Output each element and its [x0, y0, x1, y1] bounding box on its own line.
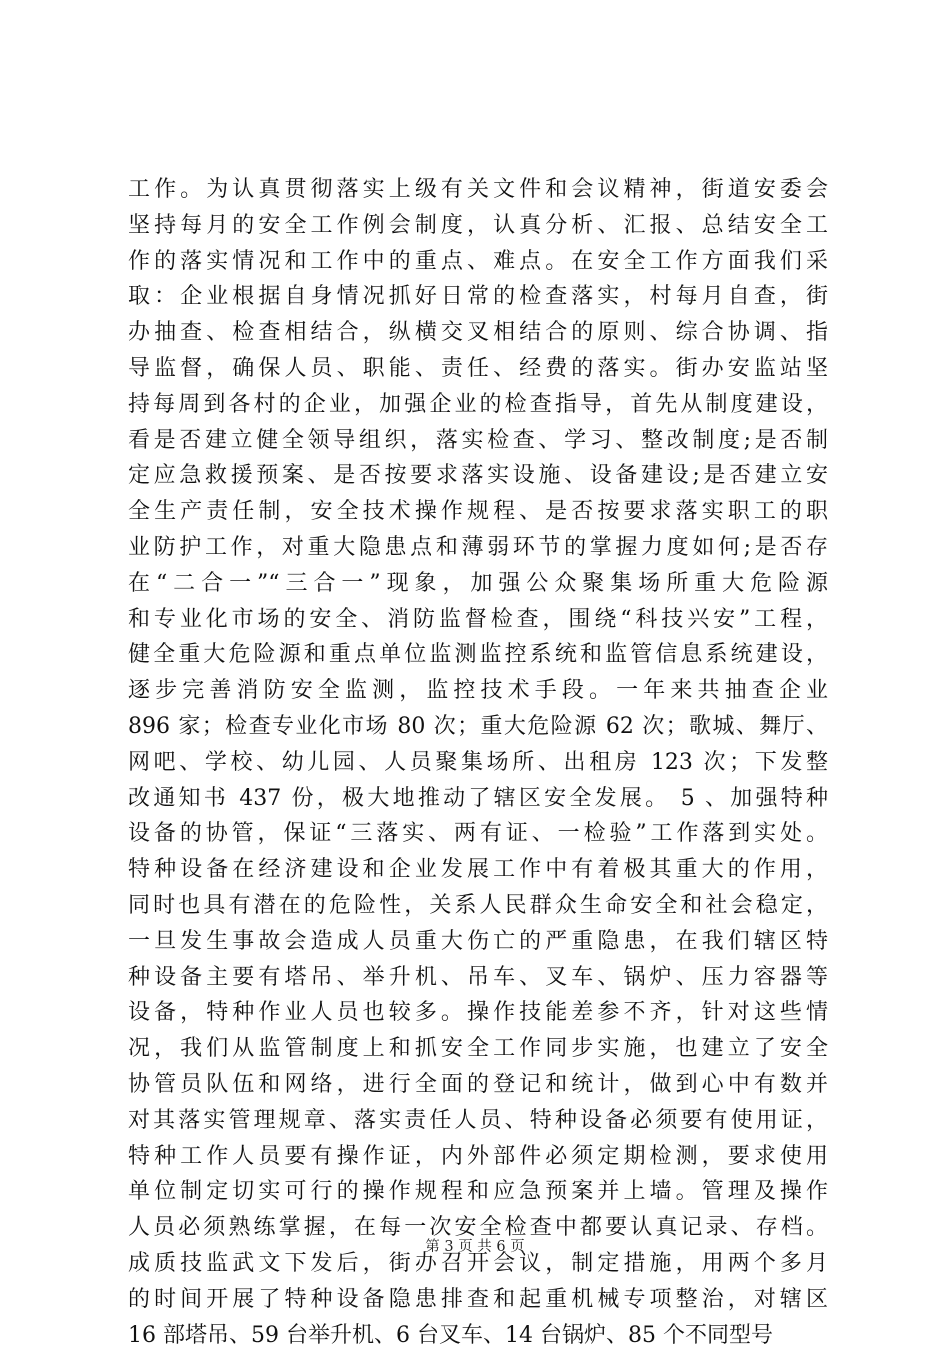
text-line: 作的落实情况和工作中的重点、难点。在安全工作方面我们采: [128, 244, 828, 280]
text-line: 同时也具有潜在的危险性，关系人民群众生命安全和社会稳定，: [128, 888, 828, 924]
text-line: 特种工作人员要有操作证，内外部件必须定期检测，要求使用: [128, 1139, 828, 1175]
text-line: 成质技监武文下发后，街办召开会议，制定措施，用两个多月: [128, 1246, 828, 1282]
text-line: 单位制定切实可行的操作规程和应急预案并上墙。管理及操作: [128, 1174, 828, 1210]
text-line: 健全重大危险源和重点单位监测监控系统和监管信息系统建设，: [128, 637, 828, 673]
text-line: 看是否建立健全领导组织，落实检查、学习、整改制度;是否制: [128, 423, 828, 459]
text-line: 网吧、学校、幼儿园、人员聚集场所、出租房 123 次；下发整: [128, 745, 828, 781]
text-line: 逐步完善消防安全监测，监控技术手段。一年来共抽查企业: [128, 673, 828, 709]
text-line: 况，我们从监管制度上和抓安全工作同步实施，也建立了安全: [128, 1031, 828, 1067]
body-text: [128, 172, 828, 1353]
text-line: 定应急救援预案、是否按要求落实设施、设备建设;是否建立安: [128, 458, 828, 494]
text-line: 取：企业根据自身情况抓好日常的检查落实，村每月自查，街: [128, 279, 828, 315]
text-line: 特种设备在经济建设和企业发展工作中有着极其重大的作用，: [128, 852, 828, 888]
text-line: 办抽查、检查相结合，纵横交叉相结合的原则、综合协调、指: [128, 315, 828, 351]
text-line: 在“二合一”“三合一”现象，加强公众聚集场所重大危险源: [128, 566, 828, 602]
text-line: 坚持每月的安全工作例会制度，认真分析、汇报、总结安全工: [128, 208, 828, 244]
text-line: 协管员队伍和网络，进行全面的登记和统计，做到心中有数并: [128, 1067, 828, 1103]
text-line: 人员必须熟练掌握，在每一次安全检查中都要认真记录、存档。: [128, 1210, 828, 1246]
text-line: 设备的协管，保证“三落实、两有证、一检验”工作落到实处。: [128, 816, 828, 852]
text-line: 一旦发生事故会造成人员重大伤亡的严重隐患，在我们辖区特: [128, 924, 828, 960]
text-line: 工作。为认真贯彻落实上级有关文件和会议精神，街道安委会: [128, 172, 828, 208]
text-line: 改通知书 437 份，极大地推动了辖区安全发展。 5 、加强特种: [128, 781, 828, 817]
text-line: 设备，特种作业人员也较多。操作技能差参不齐，针对这些情: [128, 995, 828, 1031]
text-line: 导监督，确保人员、职能、责任、经费的落实。街办安监站坚: [128, 351, 828, 387]
text-line: 业防护工作，对重大隐患点和薄弱环节的掌握力度如何;是否存: [128, 530, 828, 566]
text-line: 和专业化市场的安全、消防监督检查，围绕“科技兴安”工程，: [128, 602, 828, 638]
text-line: 896 家；检查专业化市场 80 次；重大危险源 62 次；歌城、舞厅、: [128, 709, 828, 745]
text-line: 持每周到各村的企业，加强企业的检查指导，首先从制度建设，: [128, 387, 828, 423]
text-line: 种设备主要有塔吊、举升机、吊车、叉车、锅炉、压力容器等: [128, 960, 828, 996]
text-line: 全生产责任制，安全技术操作规程、是否按要求落实职工的职: [128, 494, 828, 530]
page-footer: 第 3 页 共 6 页: [0, 1237, 950, 1257]
text-line: 对其落实管理规章、落实责任人员、特种设备必须要有使用证，: [128, 1103, 828, 1139]
text-line: 16 部塔吊、59 台举升机、6 台叉车、14 台锅炉、85 个不同型号: [128, 1318, 828, 1353]
text-line: 的时间开展了特种设备隐患排查和起重机械专项整治，对辖区: [128, 1282, 828, 1318]
